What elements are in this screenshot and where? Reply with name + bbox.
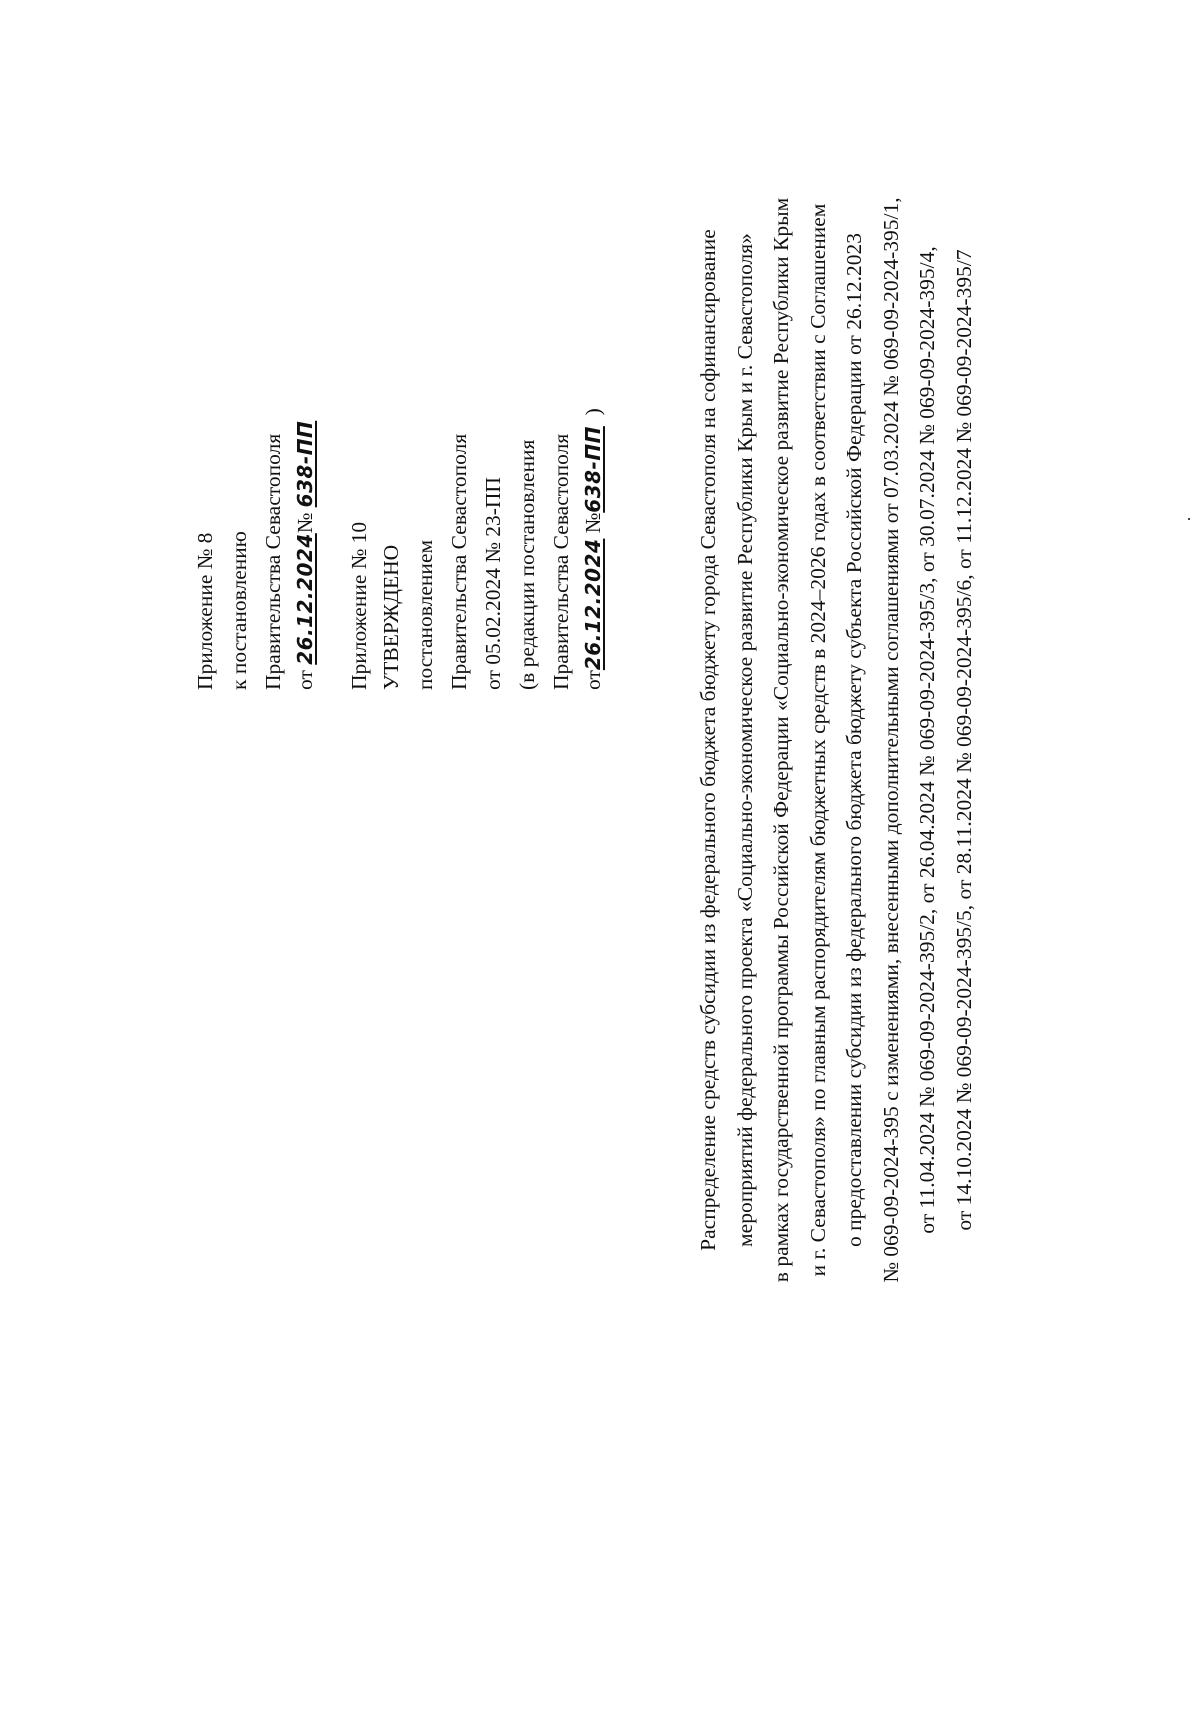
appendix8-num-sign: № [293,512,317,534]
appendix8-line3: Правительства Севастополя [261,433,285,690]
appendix8-date-handwritten: 26.12.2024 [293,533,317,665]
appendix10-line4: Правительства Севастополя [447,433,471,690]
appendix10-number-handwritten: 638-ПП [581,426,605,513]
appendix10-line6: (в редакции постановления [515,439,539,690]
appendix8-line4 [292,421,318,690]
appendix10-line7: Правительства Севастополя [549,433,573,690]
title-line: от 14.10.2024 № 069-09-2024-395/5, от 28.11.2024 № 069-09-2024-395/6, от 11.12.2024 № 069-09-2024-395/7 [951,249,976,1231]
appendix10-line2: УТВЕРЖДЕНО [379,544,403,690]
document-title [690,70,982,1410]
appendix8-line1: Приложение № 8 [193,532,217,690]
appendix10-date-handwritten: 26.12.2024 [581,538,605,671]
title-line: от 11.04.2024 № 069-09-2024-395/2, от 26.04.2024 № 069-09-2024-395/3, от 30.07.2024 № 069-09-2024-395/4, [915,246,939,1234]
appendix8-number-handwritten: 638-ПП [293,420,317,508]
appendix10-num-sign: № [581,512,605,534]
title-line: Распределение средств субсидии из федерального бюджета бюджету города Севастополя на софинансирование [696,229,720,1251]
appendix10-close-paren: ) [581,408,605,416]
appendix10-line3: постановлением [413,539,437,690]
appendix10-line8 [580,408,606,690]
appendix10-line1: Приложение № 10 [347,521,371,690]
title-line: № 069-09-2024-395 с изменениями, внесенными дополнительными соглашениями от 07.03.2024 № 069-09-2024-395/1, [878,197,903,1283]
appendix8-line2: к постановлению [227,531,251,690]
appendix10-from: от [581,670,605,690]
title-line: и г. Севастополя» по главным распорядителям бюджетных средств в 2024–2026 годах в соответствии с Соглашением [805,203,830,1277]
scan-speck [1188,518,1190,520]
title-line: в рамках государственной программы Российской Федерации «Социально-экономическое развитие Республики Крым [769,197,793,1283]
title-line: мероприятий федерального проекта «Социально-экономическое развитие Республики Крым и г. Севастополя» [732,233,757,1247]
appendix10-line5: от 05.02.2024 № 23-ПП [481,477,505,690]
appendix8-from: от [293,670,317,690]
title-line: о предоставлении субсидии из федерального бюджета бюджету субъекта Российской Федерации от 26.12.2023 [842,233,866,1247]
